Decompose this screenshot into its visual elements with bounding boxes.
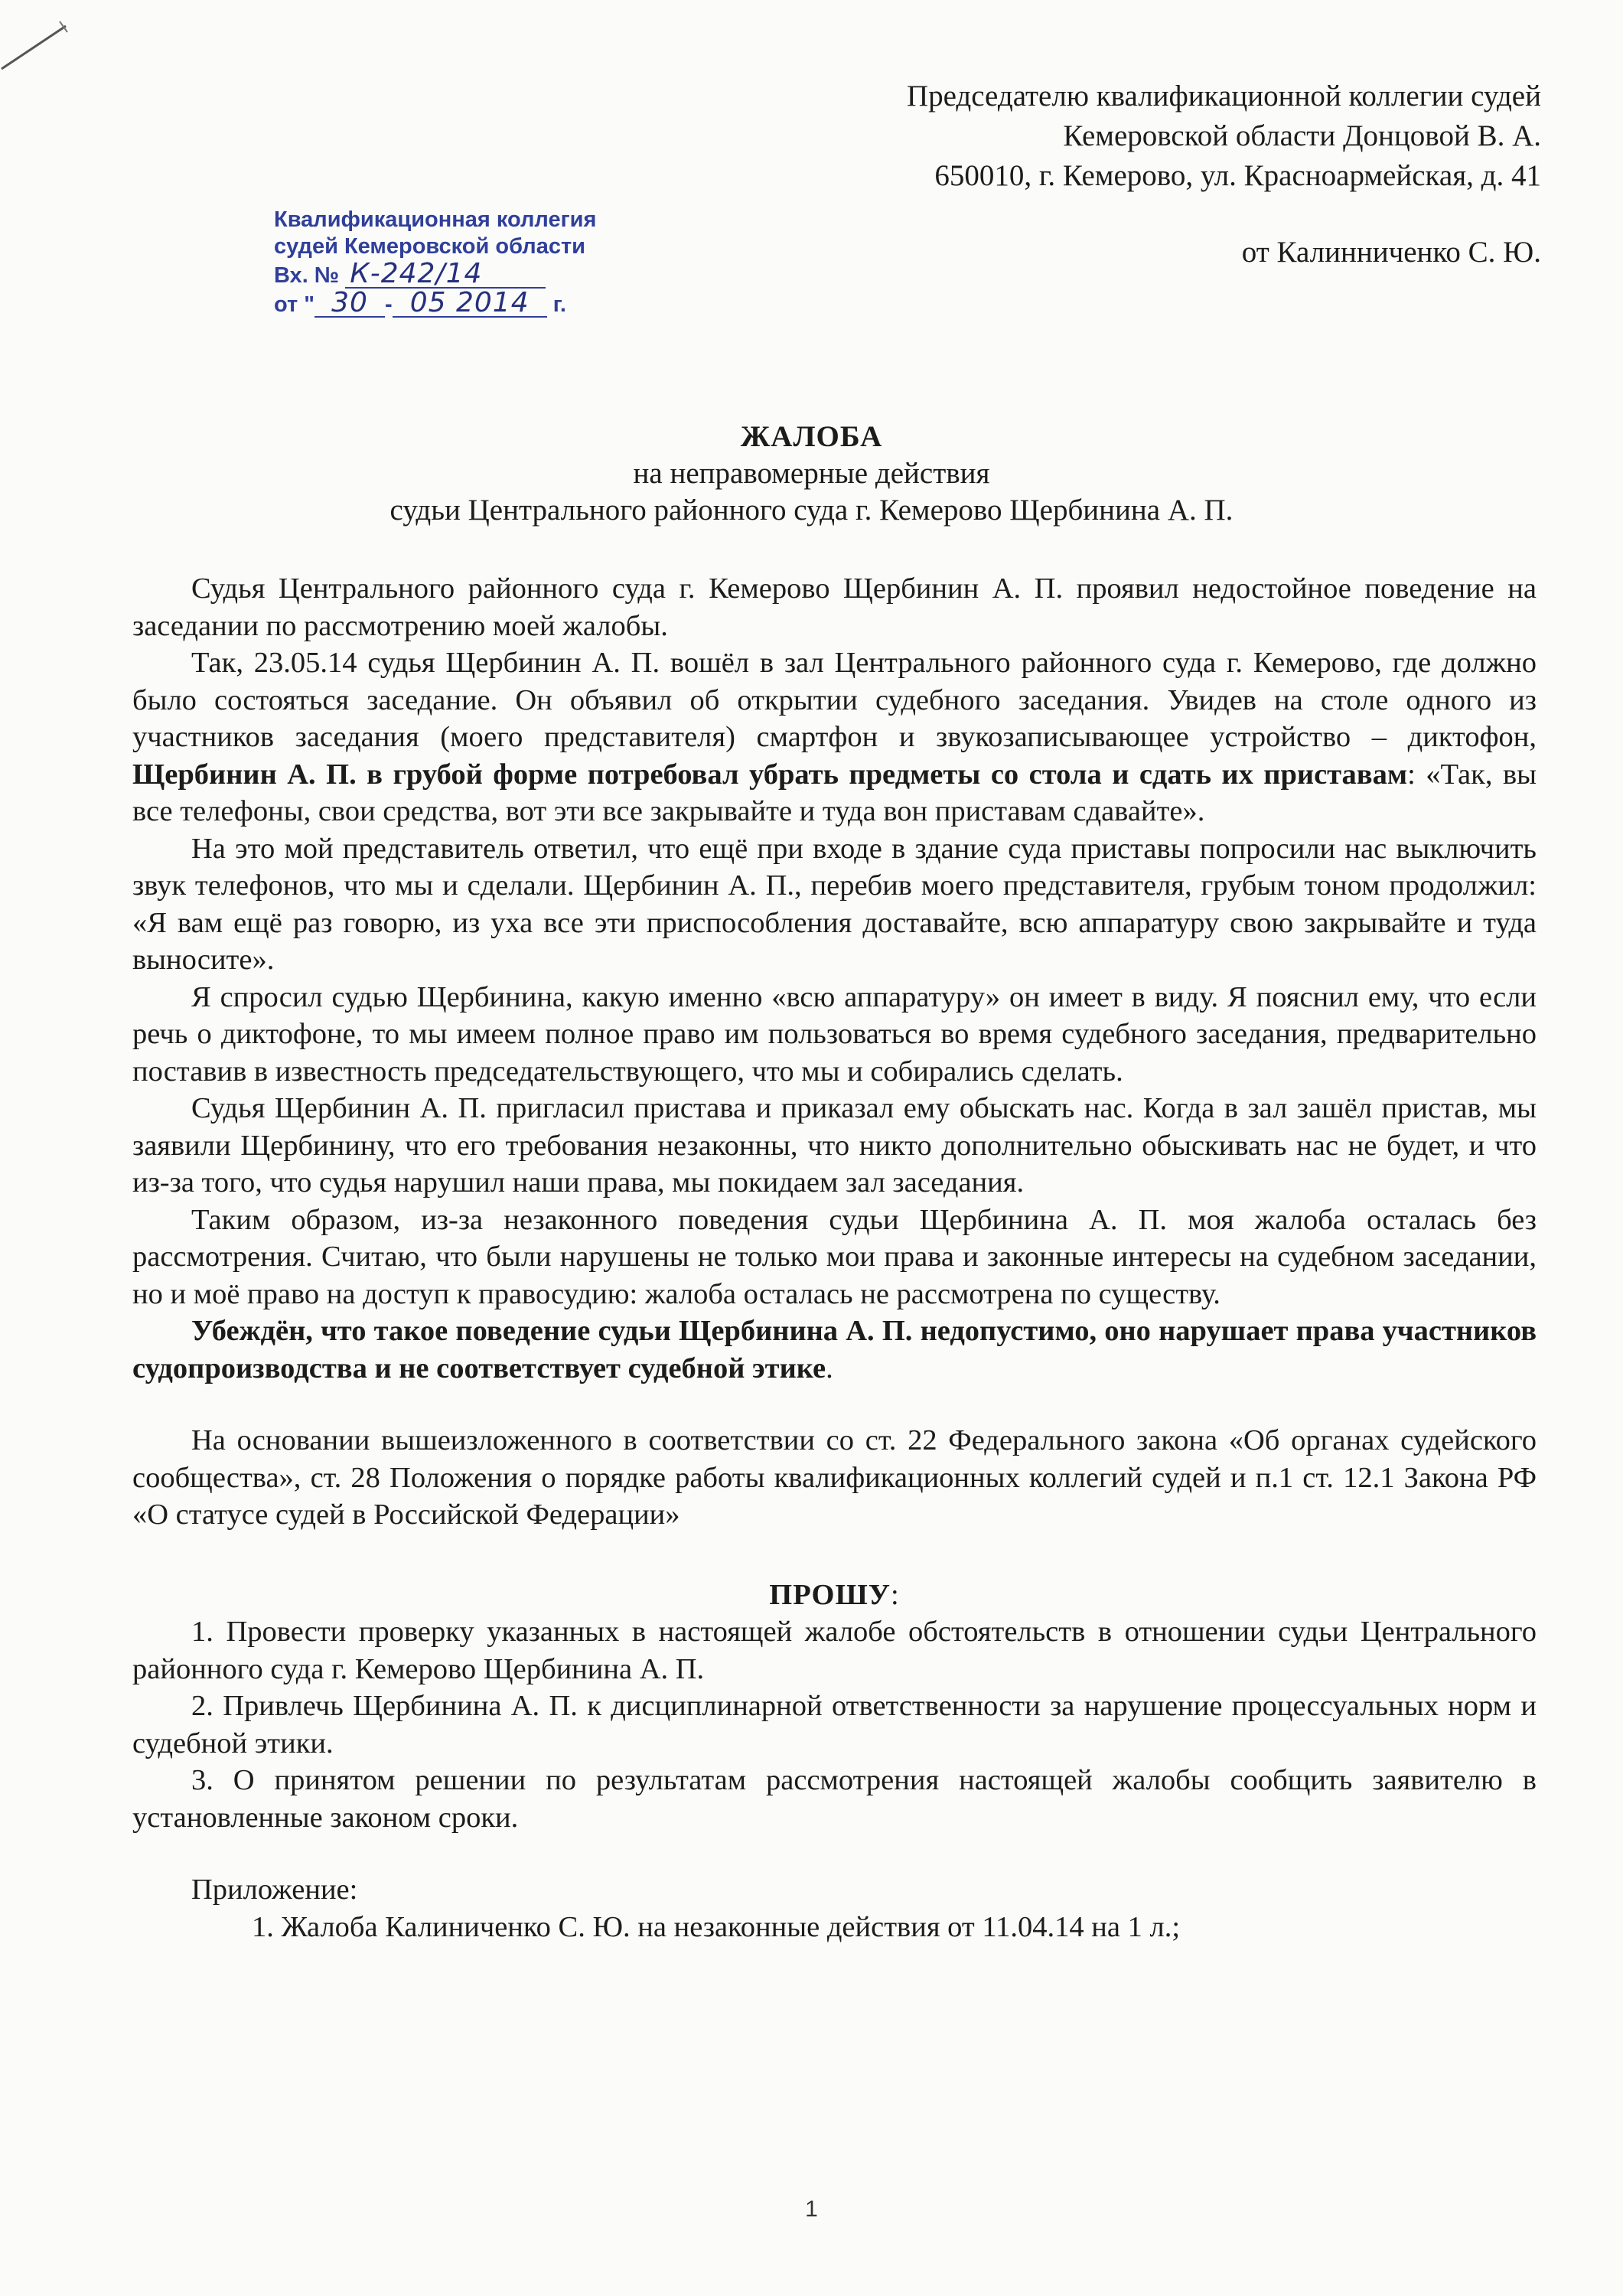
stamp-date-row	[274, 289, 611, 318]
document-title: ЖАЛОБА	[740, 420, 883, 453]
paragraph-2-start: Так, 23.05.14 судья Щербинин А. П. вошёл в зал Центрального районного суда г. Кемерово, где должно было состояться заседание. Он объявил об открытии судебного заседания. Увидев на столе одного из участников заседания (моего представителя) смартфон и звукозаписывающее устройство – диктофон,	[132, 647, 1537, 753]
request-item-2: 2. Привлечь Щербинина А. П. к дисциплинарной ответственности за нарушение процессуальных норм и судебной этики.	[132, 1690, 1537, 1760]
addressee-line-2: Кемеровской области Донцовой В. А.	[1063, 119, 1541, 152]
paragraph-4: Я спросил судью Щербинина, какую именно «всю аппаратуру» он имеет в виду. Я пояснил ему, что если речь о диктофоне, то мы имеем полное право им пользоваться во время судебного заседания, предварительно поставив в известность председательствующего, что мы и собирались сделать.	[132, 980, 1537, 1088]
attachment-heading: Приложение:	[191, 1874, 358, 1906]
paragraph-7-end: .	[826, 1352, 833, 1384]
spacer	[132, 1534, 1537, 1569]
stamp-number-handwritten: К-242/14	[345, 260, 546, 289]
stamp-date-day: 30	[314, 289, 385, 318]
stamp-number-row	[274, 260, 611, 289]
stamp-date-prefix: от "	[274, 292, 315, 317]
paragraph-2-bold: Щербинин А. П. в грубой форме потребовал убрать предметы со стола и сдать их приставам	[132, 758, 1408, 791]
request-heading	[132, 1577, 1537, 1614]
document-subtitle-1: на неправомерные действия	[633, 457, 990, 490]
paragraph-5: Судья Щербинин А. П. пригласил пристава и приказал ему обыскать нас. Когда в зал зашёл пристав, мы заявили Щербинину, что его требования незаконны, что никто дополнительно обыскивать нас не будет, и что из-за того, что судья нарушил наши права, мы покидаем зал заседания.	[132, 1092, 1537, 1199]
paragraph-1: Судья Центрального районного суда г. Кемерово Щербинин А. П. проявил недостойное поведение на заседании по рассмотрению моей жалобы.	[132, 572, 1537, 642]
addressee-line-3: 650010, г. Кемерово, ул. Красноармейская, д. 41	[934, 159, 1541, 192]
paragraph-6: Таким образом, из-за незаконного поведения судьи Щербинина А. П. моя жалоба осталась без рассмотрения. Считаю, что были нарушены не только мои права и законные интересы на судебном заседании, но и моё право на доступ к правосудию: жалоба осталась не рассмотрена по существу.	[132, 1203, 1537, 1310]
paragraph-3: На это мой представитель ответил, что ещё при входе в здание суда приставы попросили нас выключить звук телефонов, что мы и сделали. Щербинин А. П., перебив моего представителя, грубым тоном продолжил: «Я вам ещё раз говорю, из уха все эти приспособления доставайте, всю аппаратуру свою закрывайте и туда выносите».	[132, 832, 1537, 976]
paragraph-2	[132, 644, 1537, 830]
stamp-line-1: Квалификационная коллегия	[274, 207, 597, 232]
addressee-line-1: Председателю квалификационной коллегии судей	[906, 80, 1541, 113]
stamp-date-dash: -	[385, 292, 393, 317]
page-number: 1	[805, 2197, 818, 2222]
document-subtitle-2: судьи Центрального районного суда г. Кемерово Щербинина А. П.	[389, 494, 1234, 527]
scan-artifact-mark	[0, 15, 84, 77]
document-heading	[0, 419, 1623, 529]
stamp-date-suffix: г.	[552, 292, 566, 317]
request-item-1: 1. Провести проверку указанных в настоящей жалобе обстоятельств в отношении судьи Центрального районного суда г. Кемерово Щербинина А. П.	[132, 1616, 1537, 1685]
request-heading-colon: :	[891, 1578, 900, 1611]
paragraph-7	[132, 1313, 1537, 1387]
spacer	[132, 1387, 1537, 1422]
paragraph-legal-basis: На основании вышеизложенного в соответствии со ст. 22 Федерального закона «Об органах судейского сообщества», ст. 28 Положения о порядке работы квалификационных коллегий судей и п.1 ст. 12.1 Закона РФ «О статусе судей в Российской Федерации»	[132, 1424, 1537, 1531]
addressee-block	[907, 77, 1541, 196]
paragraph-7-bold: Убеждён, что такое поведение судьи Щербинина А. П. недопустимо, оно нарушает права участников судопроизводства и не соответствует судебной этике	[132, 1315, 1537, 1384]
registration-stamp	[274, 207, 611, 329]
request-heading-text: ПРОШУ	[769, 1578, 891, 1611]
attachment-item-1: 1. Жалоба Калиниченко С. Ю. на незаконные действия от 11.04.14 на 1 л.;	[252, 1910, 1181, 1943]
sender-line: от Калинниченко С. Ю.	[1241, 236, 1541, 269]
document-body	[132, 570, 1537, 1945]
stamp-number-label: Вх. №	[274, 263, 340, 288]
stamp-date-rest: 05 2014	[393, 289, 547, 318]
paragraph-2-end: : «Так, вы все телефоны, свои средства, вот эти все закрывайте и туда вон приставам сдавайте».	[132, 758, 1537, 827]
spacer	[132, 1836, 1537, 1871]
request-item-3: 3. О принятом решении по результатам рассмотрения настоящей жалобы сообщить заявителю в установленные законом сроки.	[132, 1764, 1537, 1834]
stamp-line-2: судей Кемеровской области	[274, 234, 585, 259]
